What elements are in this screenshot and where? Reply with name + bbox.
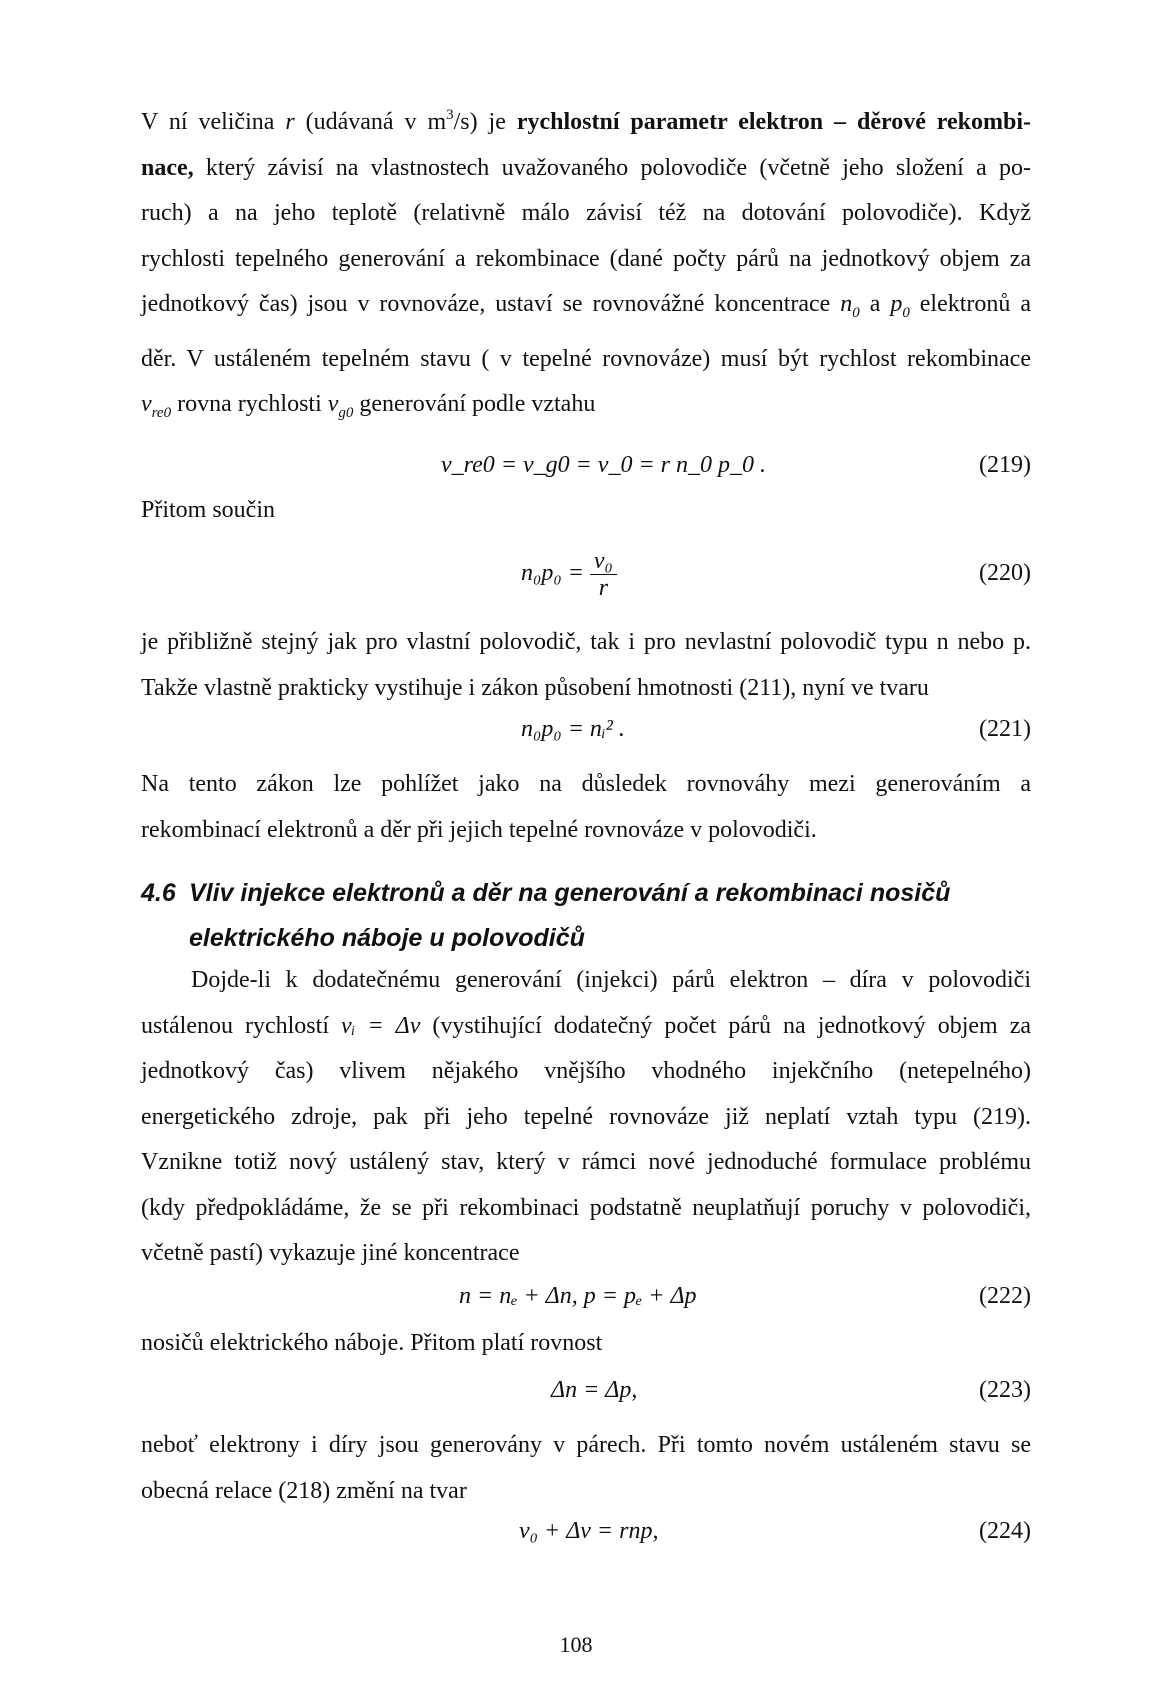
section-number: 4.6: [141, 879, 176, 907]
text-line: V ní veličina r (udávaná v $m^3/s$) je rychlostní parametr elektron – děrové rekombi-: [141, 107, 1032, 135]
text-line: energetického zdroje, pak při jeho tepelné rovnováze již neplatí vztah typu (219).: [141, 1103, 1031, 1130]
equation-224: [141, 1518, 1031, 1562]
text-line: rekombinací elektronů a děr při jejich tepelné rovnováze v polovodiči.: [141, 816, 817, 843]
equation-body: Δn = Δp,: [551, 1377, 638, 1403]
text-line: ustálenou rychlostí vᵢ = Δv (vystihující dodatečný počet párů na jednotkový objem za: [141, 1012, 1031, 1039]
text-line: $v_{re0}$ rovna rychlosti $v_{g0}$ generování podle vztahu: [141, 391, 596, 421]
text-line: obecná relace (218) změní na tvar: [141, 1477, 467, 1504]
paragraph-equilibrium: [141, 762, 1031, 853]
page-number: 108: [559, 1632, 593, 1657]
text-line: Takže vlastně prakticky vystihuje i zákon působení hmotnosti (211), nyní ve tvaru: [141, 674, 929, 701]
text-line: rychlosti tepelného generování a rekombinace (dané počty párů na jednotkový objem za: [141, 245, 1031, 272]
equation-body: v₀ + Δv = rnp,: [519, 1518, 659, 1544]
text-line: (kdy předpokládáme, že se při rekombinaci podstatně neuplatňují poruchy v polovodiči,: [141, 1194, 1031, 1221]
paragraph-injection: [141, 958, 1031, 1277]
text-line: Dojde-li k dodatečnému generování (injekci) párů elektron – díra v polovodiči: [191, 967, 1031, 993]
text-after-222: nosičů elektrického náboje. Přitom platí rovnost: [141, 1330, 603, 1356]
text-pritom: Přitom součin: [141, 497, 276, 523]
text-line: jednotkový čas) vlivem nějakého vnějšího vhodného injekčního (netepelného): [141, 1058, 1031, 1084]
bold-term: rychlostní parametr elektron – děrové rekombi-: [516, 109, 1032, 135]
paragraph-mass-action: [141, 620, 1031, 711]
text-line: jednotkový čas) jsou v rovnováze, ustaví se rovnovážné koncentrace $n_0$ a $p_0$ elektronů a: [141, 291, 1031, 321]
equation-number: (223): [979, 1377, 1031, 1403]
text-line: Na tento zákon lze pohlížet jako na důsledek rovnováhy mezi generováním a: [141, 771, 1031, 797]
section-title-line1: Vliv injekce elektronů a děr na generování a rekombinaci nosičů: [189, 879, 951, 907]
equation-body: v_re0 = v_g0 = v_0 = r n_0 p_0 .: [441, 452, 766, 478]
text-line: ruch) a na jeho teplotě (relativně málo závisí též na dotování polovodiče). Když: [141, 200, 1031, 226]
text-line: včetně pastí) vykazuje jiné koncentrace: [141, 1240, 520, 1266]
paragraph-pairs: [141, 1423, 1031, 1514]
equation-220: [141, 548, 1031, 612]
text-line: Vznikne totiž nový ustálený stav, který v rámci nové jednoduché formulace problému: [141, 1149, 1031, 1175]
text-line: je přibližně stejný jak pro vlastní polovodič, tak i pro nevlastní polovodič typu n nebo p.: [141, 629, 1031, 655]
equation-body: n = nₑ + Δn, p = pₑ + Δp: [459, 1283, 697, 1309]
equation-number: (224): [979, 1518, 1031, 1544]
equation-221: [141, 716, 1031, 760]
equation-number: (222): [979, 1283, 1031, 1309]
equation-body: n₀p₀ = $\frac{\text{v₀}}{r}$: [521, 548, 617, 601]
text-line: děr. V ustáleném tepelném stavu ( v tepelné rovnováze) musí být rychlost rekombinace: [141, 345, 1031, 372]
text-line: nace, který závisí na vlastnostech uvažovaného polovodiče (včetně jeho složení a po-: [141, 154, 1031, 181]
equation-223: [141, 1377, 1031, 1421]
equation-body: n₀p₀ = nᵢ² .: [521, 716, 625, 742]
section-heading: [141, 871, 1021, 961]
equation-222: [141, 1283, 1031, 1327]
section-title-line2: elektrického náboje u polovodičů: [189, 924, 585, 952]
equation-number: (220): [979, 560, 1031, 586]
equation-number: (221): [979, 716, 1031, 742]
paragraph-rate-parameter: [141, 93, 1031, 437]
text-line: neboť elektrony i díry jsou generovány v párech. Při tomto novém ustáleném stavu se: [141, 1432, 1031, 1458]
fraction: $\frac{\text{v₀}}{r}$: [590, 548, 617, 601]
equation-219: [141, 452, 1031, 496]
equation-number: (219): [979, 452, 1031, 478]
